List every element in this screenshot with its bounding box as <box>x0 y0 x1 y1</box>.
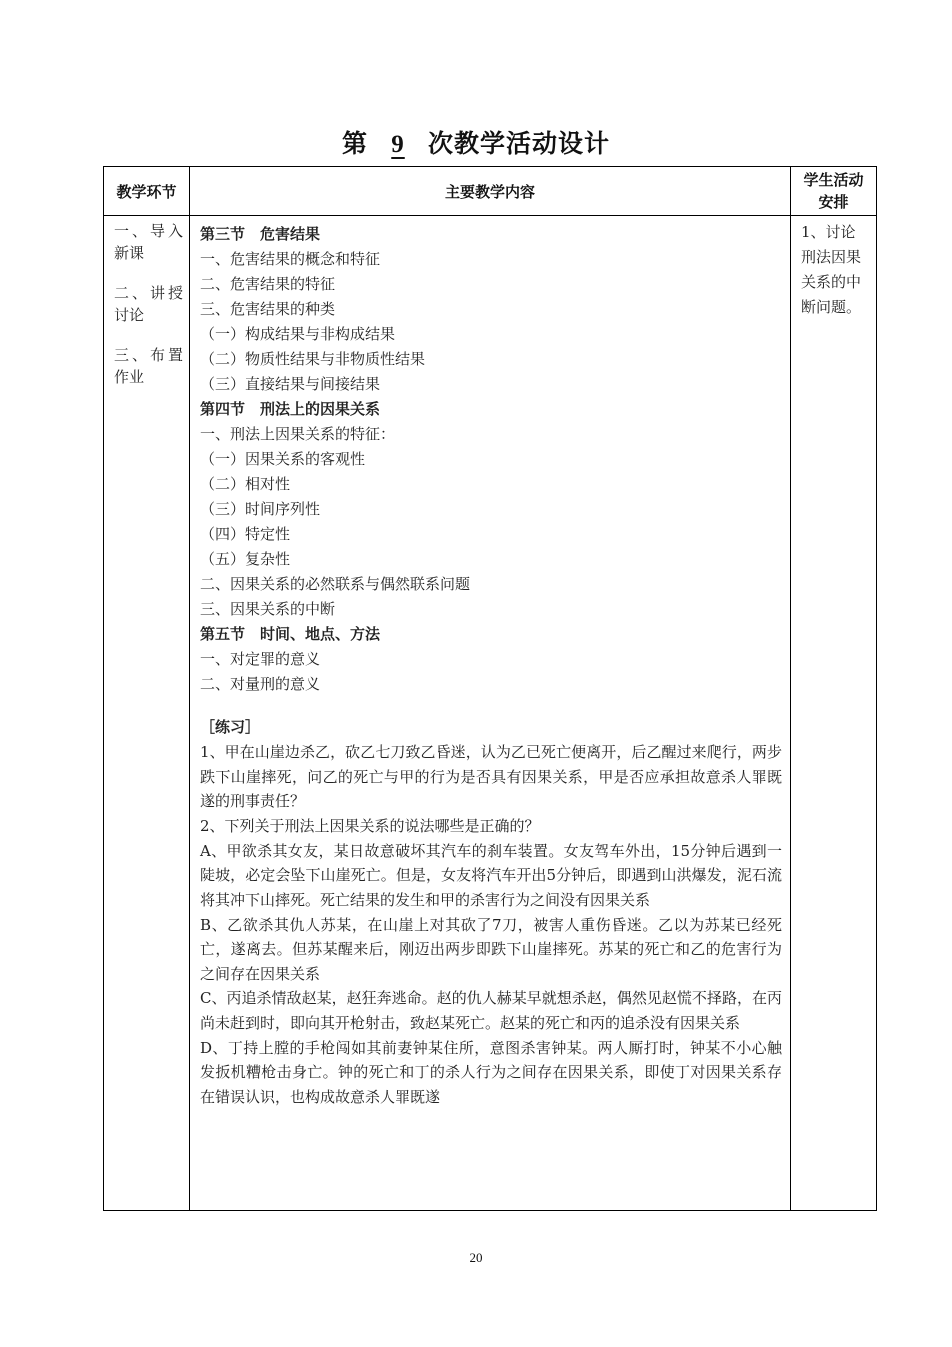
content-line: （二）相对性 <box>200 475 291 493</box>
section-heading: 第五节 时间、地点、方法 <box>200 625 381 643</box>
content-line: 三、因果关系的中断 <box>200 600 336 618</box>
content-line: 二、对量刑的意义 <box>200 675 321 693</box>
content-line: 一、刑法上因果关系的特征： <box>200 425 396 443</box>
notes-cell <box>791 216 877 1211</box>
content-cell <box>190 216 791 1211</box>
content-line: 二、因果关系的必然联系与偶然联系问题 <box>200 575 471 593</box>
content-line: （五）复杂性 <box>200 550 291 568</box>
teaching-step-item: 二、讲授讨论 <box>114 284 183 324</box>
steps-list <box>104 216 189 388</box>
content-line: 1、甲在山崖边杀乙，砍乙七刀致乙昏迷，认为乙已死亡便离开，后乙醒过来爬行，两步跌下山崖摔死，问乙的死亡与甲的行为是否具有因果关系，甲是否应承担故意杀人罪既遂的刑事责任？ <box>200 743 782 811</box>
body-row <box>104 216 877 1211</box>
content-spacer <box>200 697 782 715</box>
lesson-table <box>103 166 877 1211</box>
content-line: （三）时间序列性 <box>200 500 321 518</box>
teaching-step-item: 三、布置作业 <box>114 346 183 386</box>
section-heading: 第四节 刑法上的因果关系 <box>200 400 381 418</box>
title-suffix: 次教学活动设计 <box>428 129 611 158</box>
content-line: （一）因果关系的客观性 <box>200 450 366 468</box>
content-line: （四）特定性 <box>200 525 291 543</box>
section-heading: 第三节 危害结果 <box>200 225 321 243</box>
content-line: 一、对定罪的意义 <box>200 650 321 668</box>
content-line: D、丁持上膛的手枪闯如其前妻钟某住所，意图杀害钟某。两人厮打时，钟某不小心触发扳机糟枪击身亡。钟的死亡和丁的杀人行为之间存在因果关系，即使丁对因果关系存在错误认识，也构成故意杀人罪既遂 <box>200 1038 782 1106</box>
content-line: C、丙追杀情敌赵某，赵狂奔逃命。赵的仇人赫某早就想杀赵，偶然见赵慌不择路，在丙尚未赶到时，即向其开枪射击，致赵某死亡。赵某的死亡和丙的追杀没有因果关系 <box>200 989 782 1032</box>
content-list <box>190 216 790 1210</box>
title-number: 9 <box>391 131 405 158</box>
content-line: 一、危害结果的概念和特征 <box>200 250 381 268</box>
content-line: A、甲欲杀其女友，某日故意破坏其汽车的刹车装置。女友驾车外出，15分钟后遇到一陡坡，必定会坠下山崖死亡。但是，女友将汽车开出5分钟后，即遇到山洪爆发，泥石流将其冲下山摔死。死亡结果的发生和甲的杀害行为之间没有因果关系 <box>200 841 782 909</box>
student-activity-notes: 1、讨论刑法因果关系的中断问题。 <box>801 223 862 316</box>
page-title <box>0 124 952 160</box>
page-number: 20 <box>469 1250 483 1265</box>
teaching-step-item: 一、导入新课 <box>114 222 183 262</box>
header-teaching-step: 教学环节 <box>104 167 190 216</box>
title-prefix: 第 <box>341 129 368 158</box>
content-line: （一）构成结果与非构成结果 <box>200 325 396 343</box>
content-line: 二、危害结果的特征 <box>200 275 336 293</box>
content-line: （三）直接结果与间接结果 <box>200 375 381 393</box>
header-row <box>104 167 877 216</box>
section-heading: ［练习］ <box>200 718 261 736</box>
content-line: 2、下列关于刑法上因果关系的说法哪些是正确的？ <box>200 816 540 835</box>
content-line: （二）物质性结果与非物质性结果 <box>200 350 426 368</box>
steps-cell <box>104 216 190 1211</box>
header-main-content: 主要教学内容 <box>190 167 791 216</box>
content-line: 三、危害结果的种类 <box>200 300 336 318</box>
content-line: B、乙欲杀其仇人苏某，在山崖上对其砍了7刀，被害人重伤昏迷。乙以为苏某已经死亡，遂离去。但苏某醒来后，刚迈出两步即跌下山崖摔死。苏某的死亡和乙的危害行为之间存在因果关系 <box>200 915 782 983</box>
header-student-activity: 学生活动安排 <box>791 167 877 216</box>
